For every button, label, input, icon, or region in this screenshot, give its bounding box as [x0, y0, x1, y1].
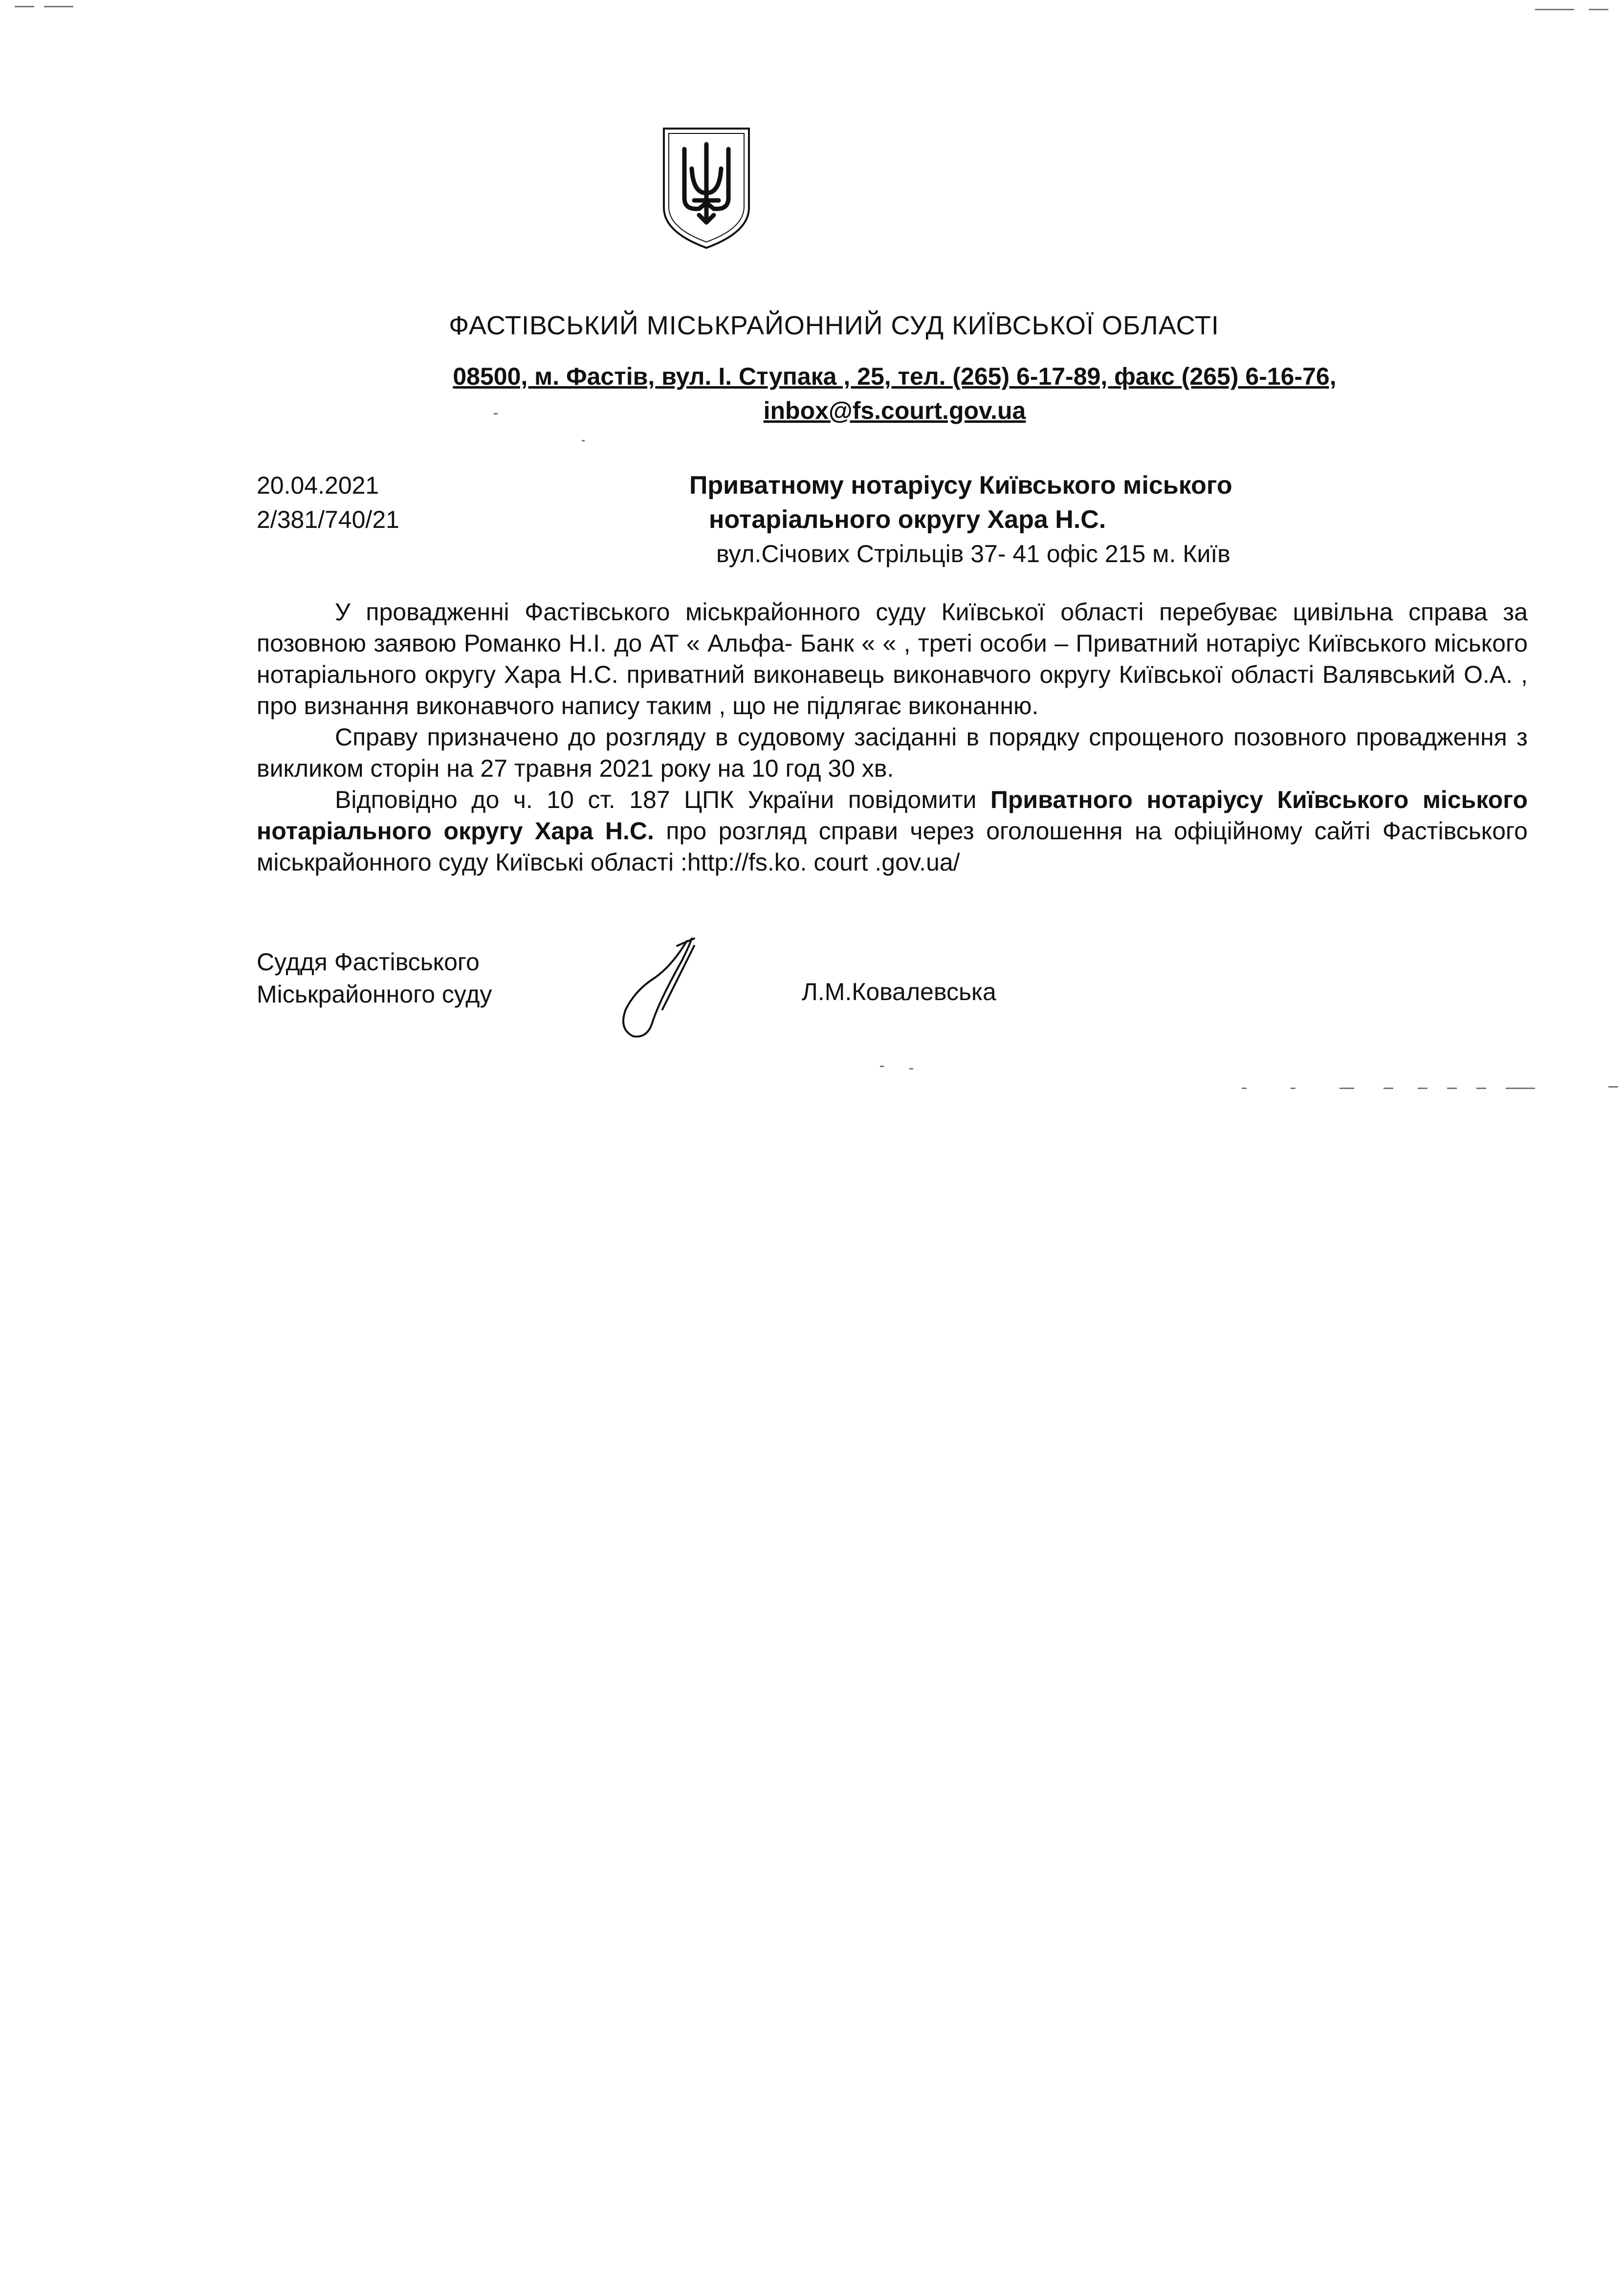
recipient-address: вул.Січових Стрільців 37- 41 офіс 215 м. Київ — [716, 540, 1230, 568]
coat-of-arms-emblem — [660, 125, 753, 252]
recipient-line-2: нотаріального округу Хара Н.С. — [709, 505, 1106, 534]
document-meta — [257, 468, 399, 537]
body-paragraph-3 — [257, 784, 1528, 878]
body-paragraph-2: Справу призначено до розгляду в судовому засіданні в порядку спрощеного позовного провадження з викликом сторін на 27 травня 2021 року на 10 год 30 хв. — [257, 723, 1528, 782]
body-paragraph-1: У провадженні Фастівського міськрайонного суду Київської області перебуває цивільна справа за позовною заявою Романко Н.І. до АТ « Альфа- Банк « « , треті особи – Приватний нотаріус Київського міського нотаріального округу Хара Н.С. приватний виконавець виконавчого округу Київської області Валявський О.А. , про визнання виконавчого напису таким , що не підлягає виконанню. — [257, 598, 1528, 720]
signature-mark — [614, 931, 711, 1048]
recipient-block — [689, 468, 1232, 571]
document-date: 20.04.2021 — [257, 472, 379, 499]
signer-name: Л.М.Ковалевська — [802, 978, 996, 1005]
court-name-heading: ФАСТІВСЬКИЙ МІСЬКРАЙОННИЙ СУД КИЇВСЬКОЇ ОБЛАСТІ — [449, 311, 1219, 340]
paragraph-3-start: Відповідно до ч. 10 ст. 187 ЦПК України повідомити — [335, 786, 990, 813]
letter-body — [257, 596, 1528, 878]
handwritten-signature-icon — [614, 931, 711, 1048]
paragraph-3-end: про розгляд справи через оголошення на офіційному сайті Фастівського міськрайонного суду Київські області :http://fs.ko. court .gov.ua/ — [257, 817, 1528, 876]
paragraph-3-recipient: Приватного нотаріусу Київського міського нотаріального округу Хара Н.С. — [257, 786, 1528, 845]
recipient-line-1: Приватному нотаріусу Київського міського — [689, 471, 1232, 500]
trident-coat-of-arms-icon — [660, 125, 753, 252]
case-number: 2/381/740/21 — [257, 506, 399, 533]
signer-role-line-2: Міськрайонного суду — [257, 981, 492, 1008]
signer-role-line-1: Суддя Фастівського — [257, 948, 480, 976]
court-address-line: 08500, м. Фастів, вул. І. Ступака , 25, тел. (265) 6-17-89, факс (265) 6-16-76, — [453, 363, 1337, 390]
court-address — [391, 359, 1398, 428]
signer-role — [257, 946, 492, 1010]
court-email-link[interactable]: inbox@fs.court.gov.ua — [763, 397, 1026, 424]
